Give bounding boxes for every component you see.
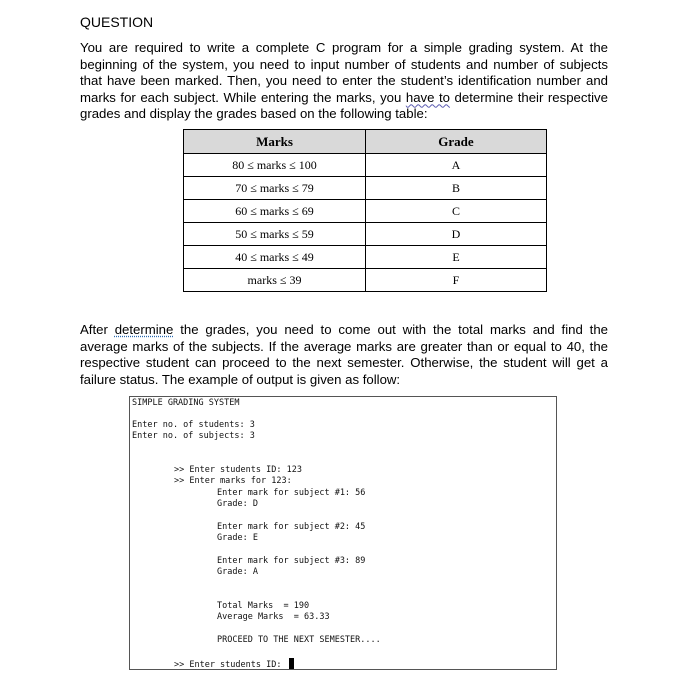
- cursor-icon: [289, 658, 294, 669]
- console-marks-for: >> Enter marks for 123:: [174, 476, 292, 486]
- console-output: [129, 396, 557, 670]
- grading-table: [183, 129, 547, 292]
- intro-text-1: You are required to write a complete C program for a simple grading system. At the beginning of the system, you need to input number of students and number of subjects that have been marked. Then, you need to enter the student’s identification number and marks for each subject. While entering the marks, you: [80, 40, 608, 105]
- grade-cell: A: [366, 154, 547, 177]
- grade-header: Grade: [366, 130, 547, 154]
- console-student-id: >> Enter students ID: 123: [174, 465, 302, 475]
- table-row: [184, 154, 547, 177]
- marks-range-cell: 80 ≤ marks ≤ 100: [184, 154, 366, 177]
- grade-cell: E: [366, 246, 547, 269]
- marks-range-cell: 40 ≤ marks ≤ 49: [184, 246, 366, 269]
- output-text-2: the grades, you need to come out with the total marks and find the average marks of the subjects. If the average marks are greater than or equal to 40, the respective student can proceed to the next semester. Otherwise, the student will get a failure status. The example of output is given as follow:: [80, 322, 608, 387]
- console-title: SIMPLE GRADING SYSTEM: [132, 398, 240, 408]
- grade-cell: B: [366, 177, 547, 200]
- intro-paragraph: [80, 40, 608, 123]
- table-row: [184, 177, 547, 200]
- marks-range-cell: 60 ≤ marks ≤ 69: [184, 200, 366, 223]
- console-students-count: Enter no. of students: 3: [132, 420, 255, 430]
- table-header-row: [184, 130, 547, 154]
- console-subject-grade: Grade: A: [217, 567, 258, 577]
- output-text-1: After: [80, 322, 115, 337]
- table-row: [184, 269, 547, 292]
- table-row: [184, 223, 547, 246]
- flagged-word: determine: [114, 322, 174, 337]
- console-next-prompt-line: [174, 658, 294, 672]
- console-next-prompt: >> Enter students ID:: [174, 660, 287, 670]
- grade-cell: F: [366, 269, 547, 292]
- grade-cell: D: [366, 223, 547, 246]
- table-row: [184, 246, 547, 269]
- intro-text-2: determine their respective grades and display the grades based on the following table:: [80, 89, 608, 121]
- console-status: PROCEED TO THE NEXT SEMESTER....: [217, 635, 381, 645]
- flagged-phrase: have to: [405, 89, 450, 105]
- console-subject-prompt: Enter mark for subject #2: 45: [217, 522, 366, 532]
- marks-range-cell: 50 ≤ marks ≤ 59: [184, 223, 366, 246]
- grade-cell: C: [366, 200, 547, 223]
- marks-header: Marks: [184, 130, 366, 154]
- console-subject-grade: Grade: D: [217, 499, 258, 509]
- marks-range-cell: 70 ≤ marks ≤ 79: [184, 177, 366, 200]
- console-subject-prompt: Enter mark for subject #3: 89: [217, 556, 366, 566]
- table-row: [184, 200, 547, 223]
- marks-range-cell: marks ≤ 39: [184, 269, 366, 292]
- console-subject-grade: Grade: E: [217, 533, 258, 543]
- console-subject-prompt: Enter mark for subject #1: 56: [217, 488, 366, 498]
- console-total-marks: Total Marks = 190: [217, 601, 310, 611]
- question-heading: QUESTION: [80, 14, 154, 30]
- console-average-marks: Average Marks = 63.33: [217, 612, 330, 622]
- output-paragraph: [80, 322, 608, 388]
- console-subjects-count: Enter no. of subjects: 3: [132, 431, 255, 441]
